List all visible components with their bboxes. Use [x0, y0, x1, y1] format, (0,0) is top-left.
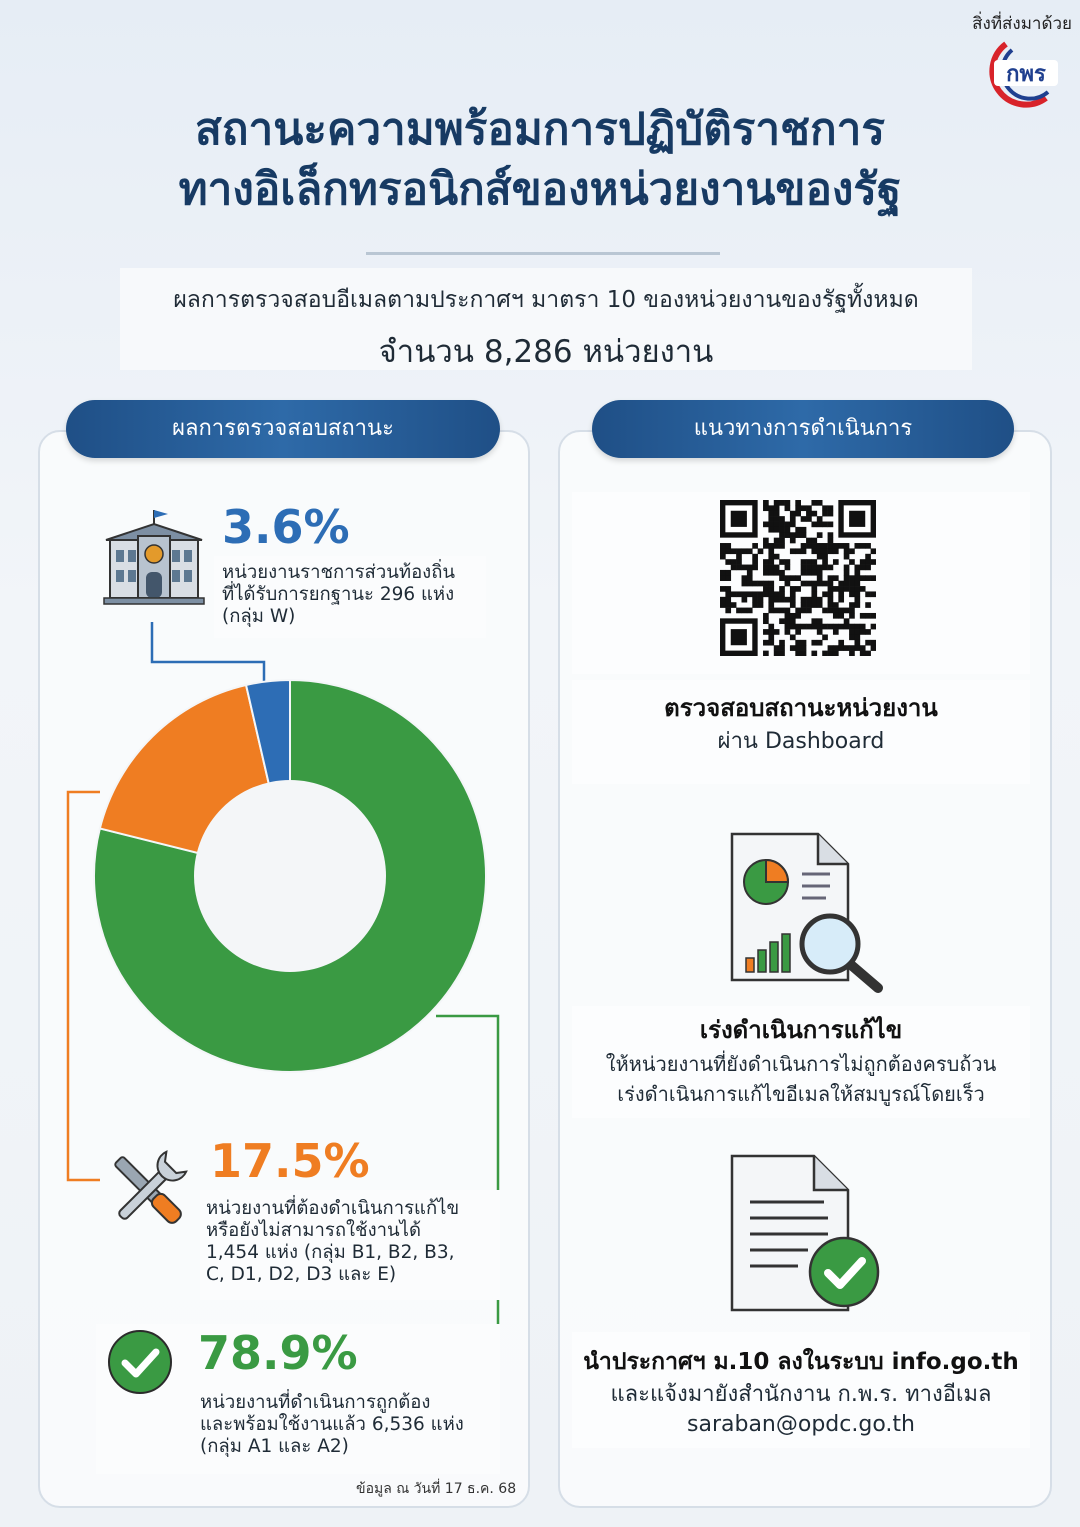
step-dashboard	[572, 680, 1030, 784]
subtitle-line-1: ผลการตรวจสอบอีเมลตามประกาศฯ มาตรา 10 ของหน่วยงานของรัฐทั้งหมด	[173, 287, 919, 313]
stat-b-box	[200, 1190, 500, 1300]
stat-b-desc-4: C, D1, D2, D3 และ E)	[206, 1264, 397, 1285]
stat-b-desc-2: หรือยังไม่สามารถใช้งานได้	[206, 1220, 421, 1241]
step-publish-email[interactable]: saraban@opdc.go.th	[687, 1412, 915, 1437]
step-fix-line-2: เร่งดำเนินการแก้ไขอีเมลให้สมบูรณ์โดยเร็ว	[617, 1082, 985, 1106]
stat-b-desc-1: หน่วยงานที่ต้องดำเนินการแก้ไข	[206, 1198, 460, 1219]
action-panel-heading: แนวทางการดำเนินการ	[592, 400, 1014, 458]
step-fix-line-1: ให้หน่วยงานที่ยังดำเนินการไม่ถูกต้องครบถ้วน	[605, 1052, 997, 1076]
check-circle-icon	[106, 1328, 174, 1396]
stat-w-desc-1: หน่วยงานราชการส่วนท้องถิ่น	[222, 562, 456, 583]
status-donut-chart	[90, 676, 490, 1076]
document-check-icon	[728, 1152, 888, 1316]
divider	[366, 252, 720, 255]
opdc-logo-icon	[976, 38, 1062, 108]
tools-icon	[100, 1144, 196, 1236]
stat-b-percent: 17.5%	[210, 1134, 370, 1188]
report-magnifier-icon	[726, 830, 892, 994]
step-dashboard-line-1: ผ่าน Dashboard	[717, 729, 885, 754]
stat-b-desc-3: 1,454 แห่ง (กลุ่ม B1, B2, B3,	[206, 1242, 455, 1263]
step-fix	[572, 1006, 1030, 1118]
attachment-label: สิ่งที่ส่งมาด้วย	[972, 14, 1072, 34]
stat-w-desc-3: (กลุ่ม W)	[222, 606, 296, 627]
government-building-icon	[100, 506, 208, 606]
stat-a-desc-1: หน่วยงานที่ดำเนินการถูกต้อง	[200, 1392, 431, 1413]
step-dashboard-title: ตรวจสอบสถานะหน่วยงาน	[664, 694, 938, 722]
step-publish	[572, 1332, 1030, 1448]
status-panel-heading: ผลการตรวจสอบสถานะ	[66, 400, 500, 458]
subtitle-box	[120, 268, 972, 370]
subtitle-line-2: จำนวน 8,286 หน่วยงาน	[378, 334, 714, 370]
stat-a-desc-3: (กลุ่ม A1 และ A2)	[200, 1436, 349, 1457]
title-line-1: สถานะความพร้อมการปฏิบัติราชการ	[195, 104, 885, 155]
page-title	[0, 100, 1080, 220]
stat-a-desc-2: และพร้อมใช้งานแล้ว 6,536 แห่ง	[200, 1414, 464, 1435]
stat-a-desc	[200, 1392, 496, 1458]
stat-a-percent: 78.9%	[198, 1326, 358, 1380]
qr-code-icon[interactable]	[720, 500, 876, 656]
step-publish-line-1: และแจ้งมายังสำนักงาน ก.พ.ร. ทางอีเมล	[610, 1382, 992, 1407]
step-fix-title: เร่งดำเนินการแก้ไข	[699, 1016, 903, 1044]
stat-w-desc-2: ที่ได้รับการยกฐานะ 296 แห่ง	[222, 584, 455, 605]
stat-w-box	[214, 556, 486, 638]
data-source-note: ข้อมูล ณ วันที่ 17 ธ.ค. 68	[356, 1481, 517, 1497]
step-publish-title: นำประกาศฯ ม.10 ลงในระบบ info.go.th	[583, 1349, 1019, 1375]
title-line-2: ทางอิเล็กทรอนิกส์ของหน่วยงานของรัฐ	[178, 164, 902, 215]
logo-text: กพร	[1006, 62, 1046, 87]
stat-w-percent: 3.6%	[222, 500, 350, 554]
